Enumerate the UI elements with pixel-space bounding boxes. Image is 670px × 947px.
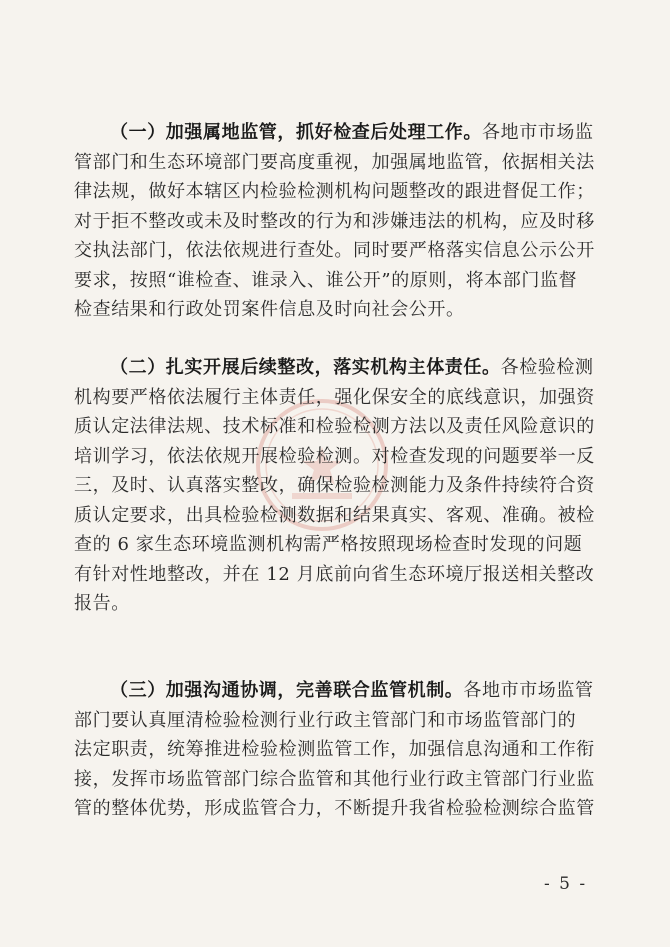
paragraph-section-2 [74,353,614,619]
paragraph-line: 法定职责，统筹推进检验检测监管工作，加强信息沟通和工作衔 [74,739,595,760]
paragraph-line: 查的 6 家生态环境监测机构需严格按照现场检查时发现的问题 [74,534,583,555]
section-heading: （三）加强沟通协调，完善联合监管机制。 [110,680,464,701]
paragraph-line [74,353,614,383]
paragraph-line: 律法规，做好本辖区内检验检测机构问题整改的跟进督促工作； [74,181,595,202]
paragraph-section-3 [74,676,614,824]
paragraph-line: 质认定要求，出具检验检测数据和结果真实、客观、准确。被检 [74,504,595,526]
section-heading: （二）扎实开展后续整改，落实机构主体责任。 [110,357,501,378]
paragraph-line: 交执法部门，依法依规进行查处。同时要严格落实信息公示公开 [74,240,595,261]
paragraph-line: 管部门和生态环境部门要高度重视，加强属地监管，依据相关法 [74,151,595,173]
paragraph-line: 机构要严格依法履行主体责任，强化保安全的底线意识，加强资 [74,386,595,408]
paragraph-line: 三，及时、认真落实整改，确保检验检测能力及条件持续符合资 [74,475,595,496]
paragraph-line: 报告。 [74,593,130,614]
paragraph-line: 质认定法律法规、技术标准和检验检测方法以及责任风险意识的 [74,416,595,437]
paragraph-line: 对于拒不整改或未及时整改的行为和涉嫌违法的机构，应及时移 [74,210,595,232]
paragraph-line: 管的整体优势，形成监管合力，不断提升我省检验检测综合监管 [74,798,595,819]
page-number: - 5 - [544,874,588,894]
paragraph-text: 各地市市场监管 [463,680,594,701]
paragraph-text: 各检验检测 [500,357,594,378]
paragraph-text: 各地市市场监 [482,122,594,143]
paragraph-line: 要求，按照“谁检查、谁录入、谁公开”的原则，将本部门监督 [74,269,578,291]
paragraph-line: 检查结果和行政处罚案件信息及时向社会公开。 [74,299,465,320]
paragraph-line: 部门要认真厘清检验检测行业行政主管部门和市场监管部门的 [74,709,577,731]
paragraph-line [74,676,614,706]
section-heading: （一）加强属地监管，抓好检查后处理工作。 [110,122,482,143]
paragraph-line [74,118,614,148]
paragraph-section-1 [74,118,614,325]
paragraph-line: 接，发挥市场监管部门综合监管和其他行业行政主管部门行业监 [74,768,595,790]
paragraph-line: 培训学习，依法依规开展检验检测。对检查发现的问题要举一反 [74,445,595,467]
paragraph-line: 有针对性地整改，并在 12 月底前向省生态环境厅报送相关整改 [74,563,595,585]
